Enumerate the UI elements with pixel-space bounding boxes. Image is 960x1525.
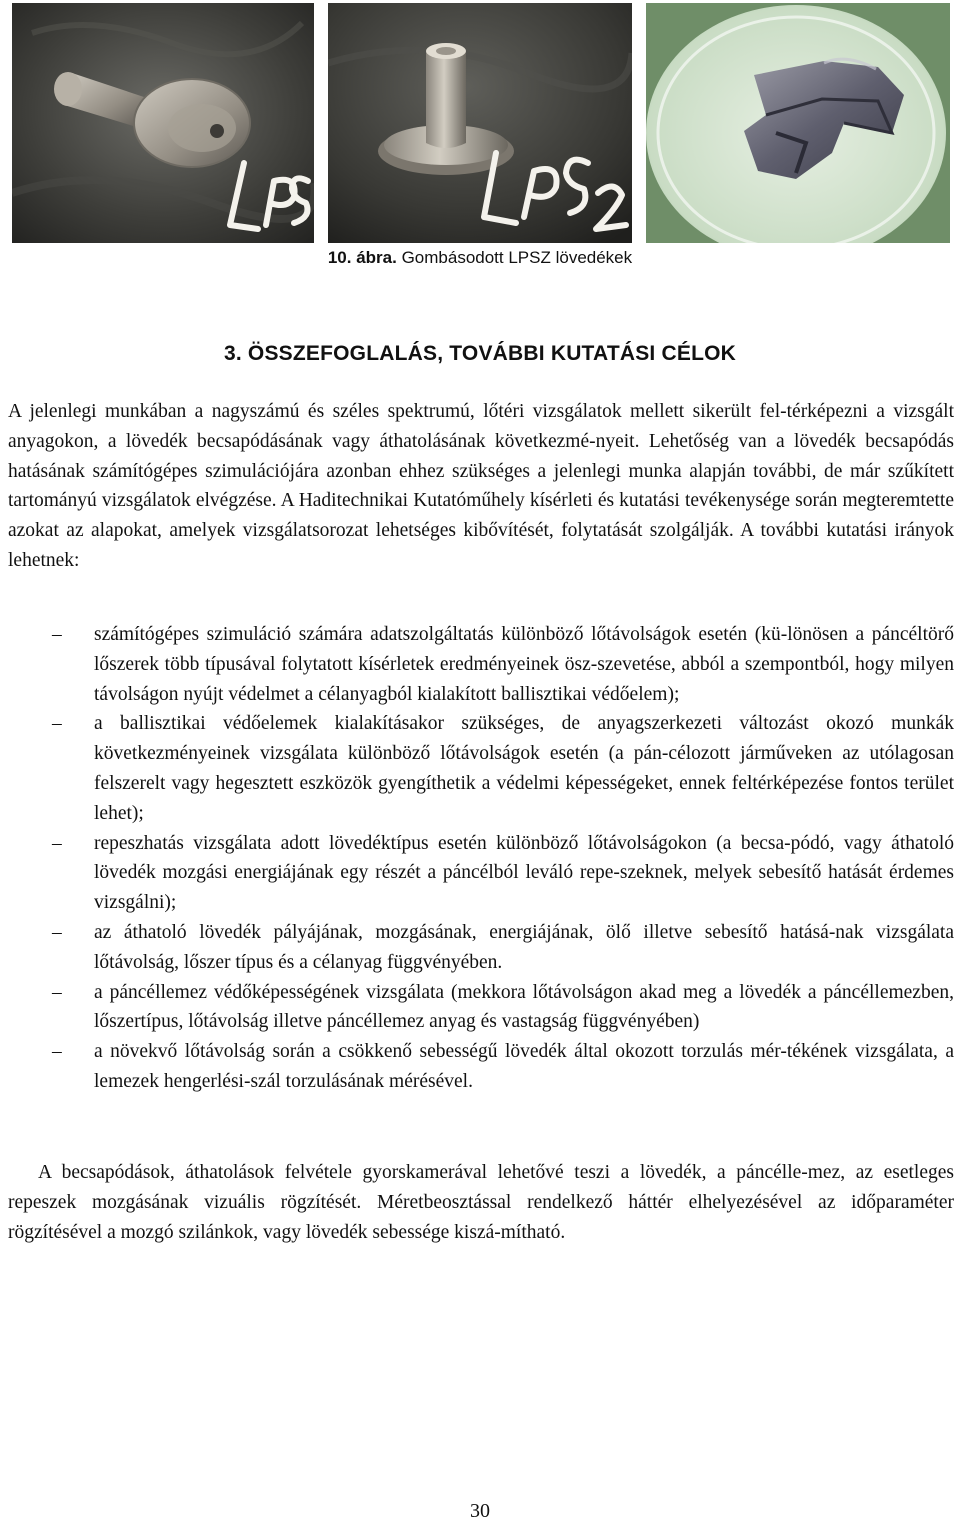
list-item-text: repeszhatás vizsgálata adott lövedéktípus esetén különböző lőtávolságokon (a becsa-pódó, vagy áthatoló lövedék mozgási energiájának egy részét a páncélból leváló repe-szeknek, melyek sebesítő hatását érdemes vizsgálni); bbox=[94, 832, 954, 914]
figure-caption bbox=[0, 248, 960, 268]
list-item-text: a ballisztikai védőelemek kialakításakor szükséges, de anyagszerkezeti változást okozó munkák következményeinek vizsgálata különböző lőtávolságok esetén (a pán-célozott járműveken az utólagosan felszerelt vagy hegesztett eszközök gyengíthetik a védelmi képességeket, ennek feltérképezése fontos terület lehet); bbox=[94, 713, 954, 824]
list-item-text: a növekvő lőtávolság során a csökkenő sebességű lövedék által okozott torzulás mér-tékének vizsgálata, a lemezek hengerlési-szál torzulásának mérésével. bbox=[94, 1041, 954, 1092]
section-title: 3. ÖSSZEFOGLALÁS, TOVÁBBI KUTATÁSI CÉLOK bbox=[223, 342, 737, 365]
intro-paragraph: A jelenlegi munkában a nagyszámú és széles spektrumú, lőtéri vizsgálatok mellett sikerült fel-térképezni a vizsgált anyagokon, a lövedék becsapódásának vagy áthatolásának következmé-nyeit. Lehetőség van a lövedék becsapódás hatásának számítógépes szimulációjára azonban ehhez szükséges a jelenlegi munka alapján további, de már szűkített tartományú vizsgálatok elvégzése. A Haditechnikai Kutatóműhely kísérleti és kutatási tevékenysége során megteremtette azokat az alapokat, amelyek vizsgálatsorozat lehetséges kibővítését, folytatását szolgálják. A további kutatási irányok lehetnek: bbox=[8, 401, 954, 571]
photo-1-image bbox=[12, 3, 314, 243]
figure-photos bbox=[12, 3, 950, 243]
figure-caption-label: 10. ábra. bbox=[327, 248, 397, 267]
figure-caption-text: Gombásodott LPSZ lövedékek bbox=[396, 248, 633, 267]
list-item bbox=[8, 918, 954, 978]
dash-marker: – bbox=[52, 981, 62, 1003]
dash-marker: – bbox=[52, 624, 62, 645]
closing-paragraph: A becsapódások, áthatolások felvétele gyorskamerával lehetővé teszi a lövedék, a páncélle-mez, az esetleges repeszek mozgásának vizuális rögzítését. Méretbeosztással rendelkező háttér elhelyezésével az időparaméter rögzítésével a mozgó szilánkok, vagy lövedék sebessége kiszá-mítható. bbox=[8, 1162, 954, 1243]
dash-marker: – bbox=[52, 921, 62, 943]
research-directions-list bbox=[8, 620, 954, 1097]
page-number: 30 bbox=[470, 1500, 490, 1522]
list-item-text: az áthatoló lövedék pályájának, mozgásának, energiájának, ölő illetve sebesítő hatásá-nak vizsgálata lőtávolság, lőszer típus és a célanyag függvényében. bbox=[94, 921, 954, 973]
list-item-text: a páncéllemez védőképességének vizsgálata (mekkora lőtávolságon akad meg a lövedék a páncéllemezben, lőszertípus, lőtávolság illetve páncéllemez anyag és vastagság függvényében) bbox=[94, 981, 954, 1033]
list-item bbox=[8, 1037, 954, 1097]
list-item bbox=[8, 709, 954, 828]
photo-mushroomed-bullet-side bbox=[12, 3, 314, 243]
photo-mushroomed-bullet-upright bbox=[328, 3, 632, 243]
list-item bbox=[8, 829, 954, 918]
photo-2-image bbox=[328, 3, 632, 243]
list-item bbox=[8, 620, 954, 709]
dash-marker: – bbox=[52, 832, 62, 854]
dash-marker: – bbox=[52, 1041, 62, 1063]
photo-3-image bbox=[646, 3, 950, 243]
list-item-text: számítógépes szimuláció számára adatszolgáltatás különböző lőtávolságok esetén (kü-lönösen a páncéltörő lőszerek több típusával folytatott kísérletek eredményeinek ösz-szevetése, abból a szempontból, hogy milyen távolságon nyújt védelmet a célanyagból kialakított ballisztikai védőelem); bbox=[94, 624, 954, 705]
dash-marker: – bbox=[52, 713, 62, 735]
photo-bullet-in-resin-mount bbox=[646, 3, 950, 243]
list-item bbox=[8, 978, 954, 1038]
